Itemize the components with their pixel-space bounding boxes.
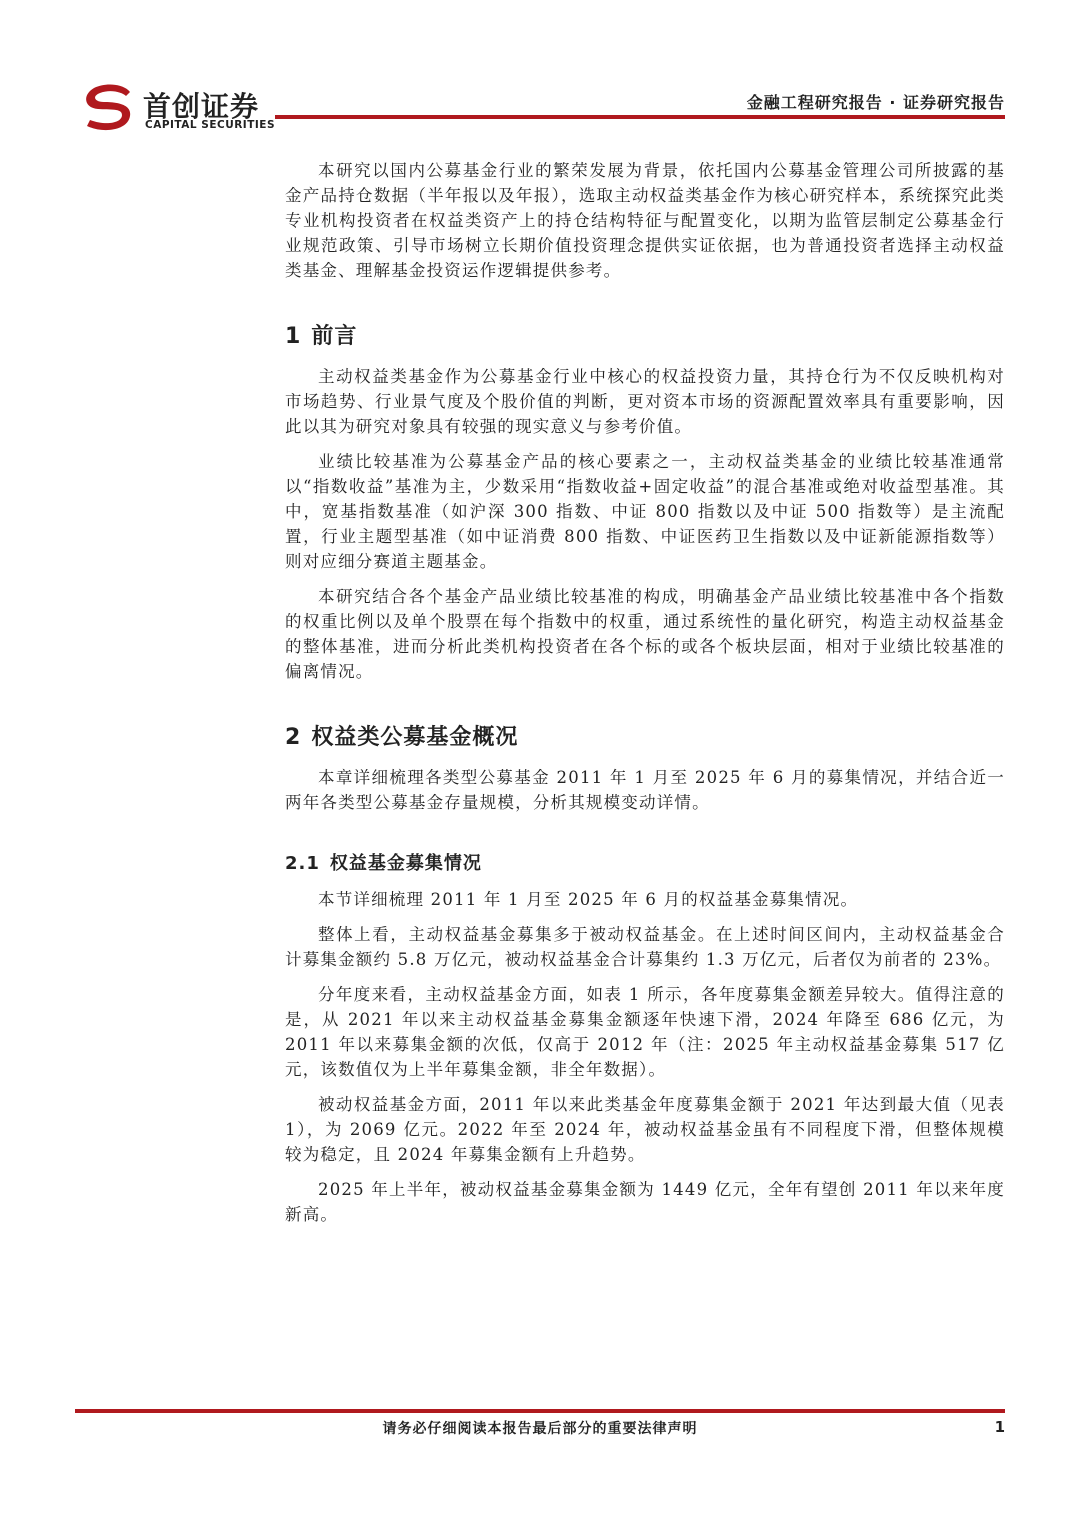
header-divider <box>275 115 1005 119</box>
section-1-heading <box>285 319 1005 350</box>
report-type-label: 金融工程研究报告 · 证券研究报告 <box>746 93 1005 112</box>
logo-english-name: CAPITAL SECURITIES <box>145 119 276 131</box>
section-2-heading <box>285 720 1005 751</box>
section-2-title: 权益类公募基金概况 <box>311 725 519 750</box>
section-2-1-paragraph-2: 整体上看，主动权益基金募集多于被动权益基金。在上述时间区间内，主动权益基金合计募集金额约 5.8 万亿元，被动权益基金合计募集约 1.3 万亿元，后者仅为前者的 23%。 <box>285 925 1005 969</box>
section-1-paragraph-3: 本研究结合各个基金产品业绩比较基准的构成，明确基金产品业绩比较基准中各个指数的权重比例以及单个股票在每个指数中的权重，通过系统性的量化研究，构造主动权益基金的整体基准，进而分析此类机构投资者在各个标的或各个板块层面，相对于业绩比较基准的偏离情况。 <box>285 587 1005 681</box>
section-1-paragraph-1: 主动权益类基金作为公募基金行业中核心的权益投资力量，其持仓行为不仅反映机构对市场趋势、行业景气度及个股价值的判断，更对资本市场的资源配置效率具有重要影响，因此以其为研究对象具有较强的现实意义与参考价值。 <box>285 367 1005 436</box>
section-2-1-number: 2.1 <box>285 853 320 874</box>
footer-divider <box>75 1409 1005 1413</box>
report-body <box>285 158 1005 1237</box>
section-2-1-paragraph-3: 分年度来看，主动权益基金方面，如表 1 所示，各年度募集金额差异较大。值得注意的是，从 2021 年以来主动权益基金募集金额逐年快速下滑，2024 年降至 686 亿元，为 2011 年以来募集金额的次低，仅高于 2012 年（注：2025 年主动权益基金募集 517 亿元，该数值仅为上半年募集金额，非全年数据）。 <box>285 985 1005 1079</box>
section-2-1-heading <box>285 849 1005 875</box>
legal-disclaimer: 请务必仔细阅读本报告最后部分的重要法律声明 <box>382 1421 698 1437</box>
intro-paragraph: 本研究以国内公募基金行业的繁荣发展为背景，依托国内公募基金管理公司所披露的基金产品持仓数据（半年报以及年报），选取主动权益类基金作为核心研究样本，系统探究此类专业机构投资者在权益类资产上的持仓结构特征与配置变化，以期为监管层制定公募基金行业规范政策、引导市场树立长期价值投资理念提供实证依据，也为普通投资者选择主动权益类基金、理解基金投资运作逻辑提供参考。 <box>285 161 1005 280</box>
section-2-1-paragraph-4: 被动权益基金方面，2011 年以来此类基金年度募集金额于 2021 年达到最大值（见表 1），为 2069 亿元。2022 年至 2024 年，被动权益基金虽有不同程度下滑，但整体规模较为稳定，且 2024 年募集金额有上升趋势。 <box>285 1095 1005 1164</box>
section-1-paragraph-2: 业绩比较基准为公募基金产品的核心要素之一，主动权益类基金的业绩比较基准通常以“指数收益”基准为主，少数采用“指数收益+固定收益”的混合基准或绝对收益型基准。其中，宽基指数基准（如沪深 300 指数、中证 800 指数以及中证 500 指数等）是主流配置，行业主题型基准（如中证消费 800 指数、中证医药卫生指数以及中证新能源指数等）则对应细分赛道主题基金。 <box>285 452 1005 571</box>
page-header <box>75 78 1005 138</box>
section-2-number: 2 <box>285 725 302 750</box>
page-number: 1 <box>994 1418 1005 1436</box>
section-2-paragraph-1: 本章详细梳理各类型公募基金 2011 年 1 月至 2025 年 6 月的募集情况，并结合近一两年各类型公募基金存量规模，分析其规模变动详情。 <box>285 768 1005 812</box>
capital-securities-logo-icon <box>80 82 138 132</box>
section-2-1-title: 权益基金募集情况 <box>329 853 482 874</box>
logo-chinese-name: 首创证券 <box>143 90 260 123</box>
section-2-1-paragraph-5: 2025 年上半年，被动权益基金募集金额为 1449 亿元，全年有望创 2011 年以来年度新高。 <box>285 1180 1005 1224</box>
section-1-number: 1 <box>285 324 302 349</box>
section-2-1-paragraph-1: 本节详细梳理 2011 年 1 月至 2025 年 6 月的权益基金募集情况。 <box>318 890 859 909</box>
section-1-title: 前言 <box>311 324 358 349</box>
